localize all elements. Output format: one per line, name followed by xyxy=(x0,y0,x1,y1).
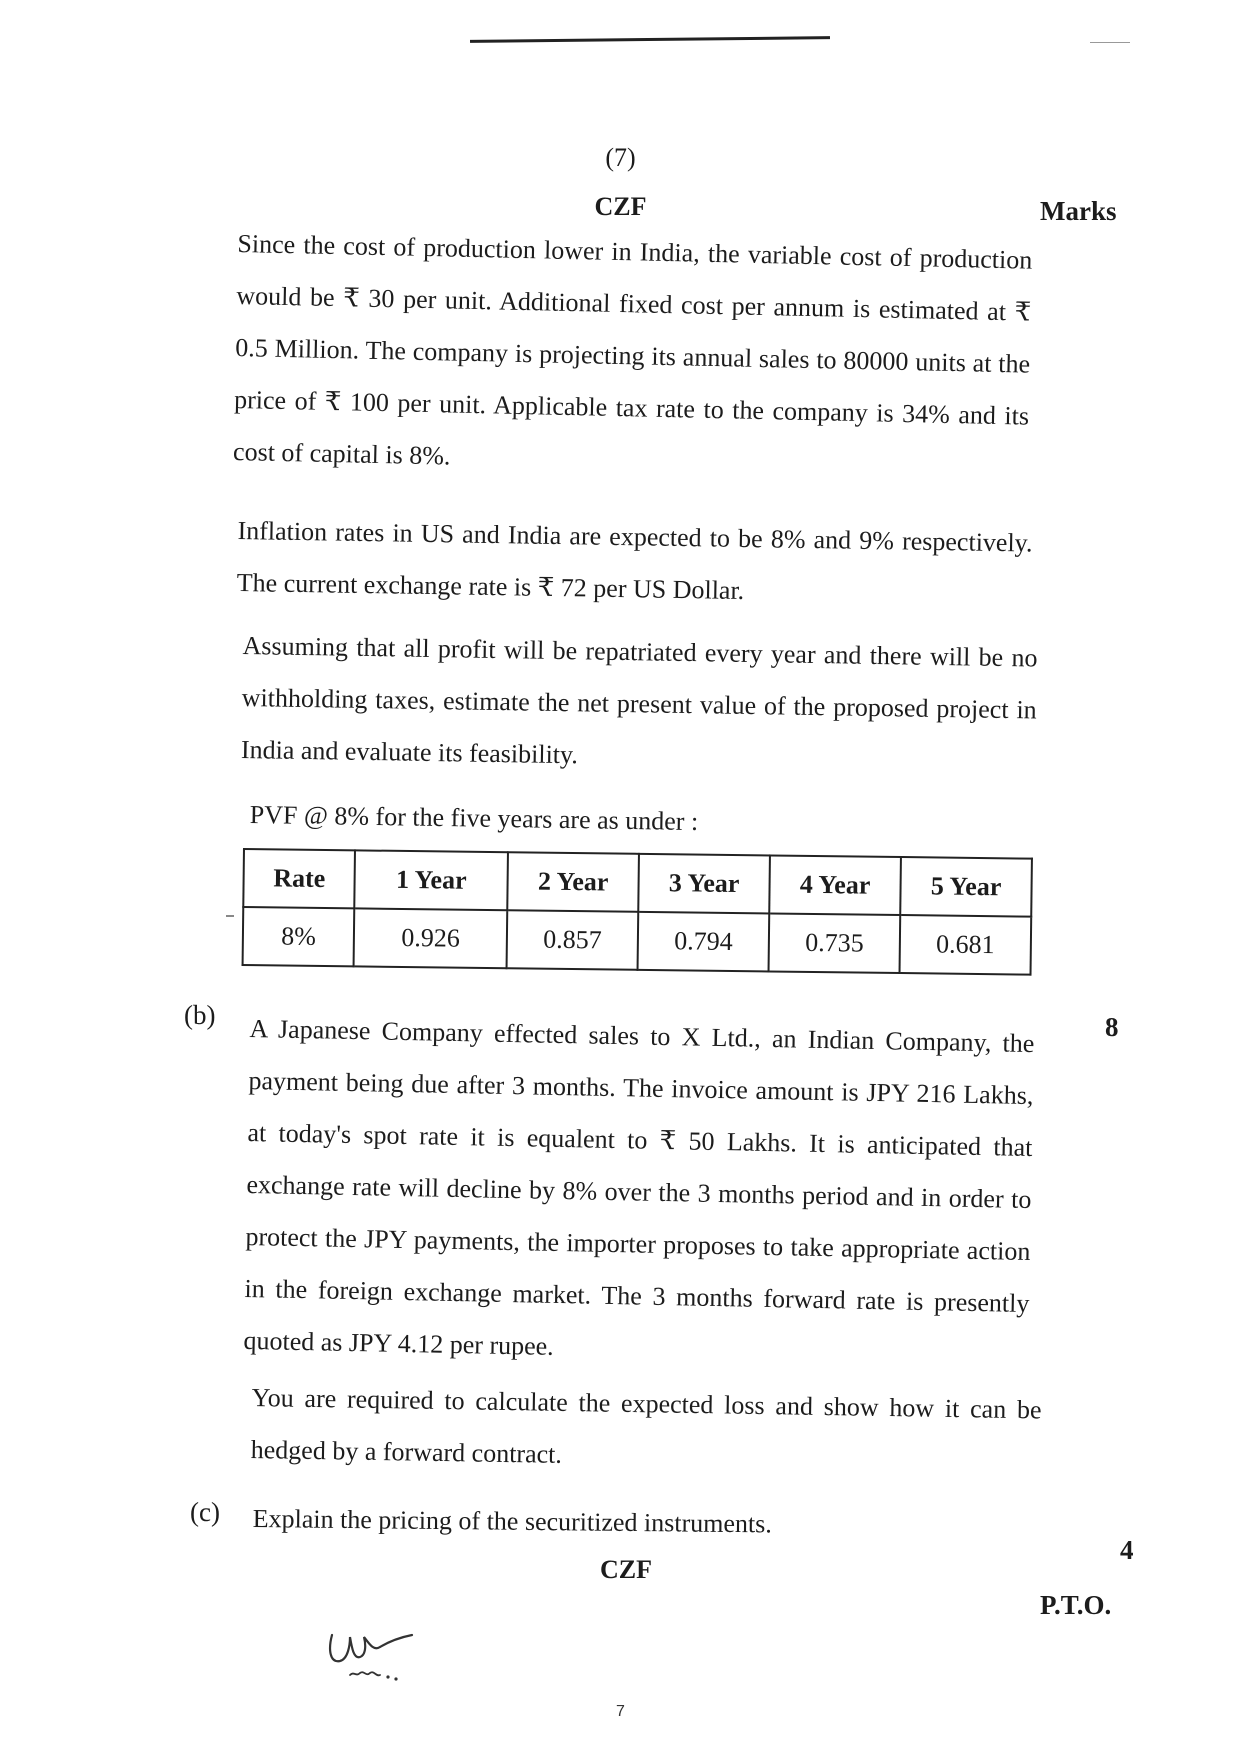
paper-code-header: CZF xyxy=(594,192,647,221)
corner-mark xyxy=(1090,42,1130,43)
table-cell: 8% xyxy=(243,907,355,966)
table-cell: 0.857 xyxy=(507,910,639,970)
page-number: (7) xyxy=(605,143,636,172)
pvf-table xyxy=(242,848,1033,976)
table-cell: 0.794 xyxy=(638,912,770,972)
header-rule xyxy=(470,36,830,43)
question-c-marks: 4 xyxy=(1120,1535,1134,1565)
pvf-intro: PVF @ 8% for the five years are as under : xyxy=(249,800,699,837)
question-b-marks: 8 xyxy=(1105,1012,1119,1042)
table-header-cell: 3 Year xyxy=(638,854,770,914)
sheet-number: 7 xyxy=(616,1703,625,1720)
question-b-label: (b) xyxy=(184,1000,216,1030)
question-a-paragraph-3: Assuming that all profit will be repatriated every year and there will be no withholding taxes, estimate the net present value of the proposed project in India and evaluate its feasibility. xyxy=(240,630,1038,770)
table-header-cell: Rate xyxy=(243,849,355,908)
table-cell: 0.926 xyxy=(354,908,507,968)
table-header-cell: 5 Year xyxy=(900,857,1032,917)
table-header-cell: 2 Year xyxy=(507,852,639,912)
question-a-paragraph-1: Since the cost of production lower in India, the variable cost of production would be ₹ 30 per unit. Additional fixed cost per annum is estimated at ₹ 0.5 Million. The company is projecting its annual sales to 80000 units at the price of ₹ 100 per unit. Applicable tax rate to the company is 34% and its cost of capital is 8%. xyxy=(232,228,1033,471)
question-b-paragraph-2: You are required to calculate the expected loss and show how it can be hedged by a forward contract. xyxy=(250,1382,1042,1469)
question-c-text: Explain the pricing of the securitized instruments. xyxy=(252,1503,772,1539)
table-cell: 0.735 xyxy=(769,913,901,973)
question-a-paragraph-2: Inflation rates in US and India are expected to be 8% and 9% respectively. The current exchange rate is ₹ 72 per US Dollar. xyxy=(236,515,1033,605)
paper-code-footer: CZF xyxy=(600,1555,652,1584)
table-header-cell: 4 Year xyxy=(769,855,901,915)
marks-heading: Marks xyxy=(1040,196,1117,226)
margin-mark xyxy=(226,915,234,917)
question-b-paragraph-1: A Japanese Company effected sales to X Ltd., an Indian Company, the payment being due after 3 months. The invoice amount is JPY 216 Lakhs, at today's spot rate it is equalent to ₹ 50 Lakhs. It is anticipated that exchange rate will decline by 8% over the 3 months period and in order to protect the JPY payments, the importer proposes to take appropriate action in the foreign exchange market. The 3 months forward rate is presently quoted as JPY 4.12 per rupee. xyxy=(243,1013,1035,1361)
table-cell: 0.681 xyxy=(900,915,1032,975)
pto-label: P.T.O. xyxy=(1040,1590,1112,1620)
table-header-row xyxy=(243,849,1032,917)
question-c-label: (c) xyxy=(190,1497,220,1527)
table-row xyxy=(243,907,1032,975)
signature-scribble xyxy=(320,1615,430,1695)
table-header-cell: 1 Year xyxy=(355,850,508,910)
